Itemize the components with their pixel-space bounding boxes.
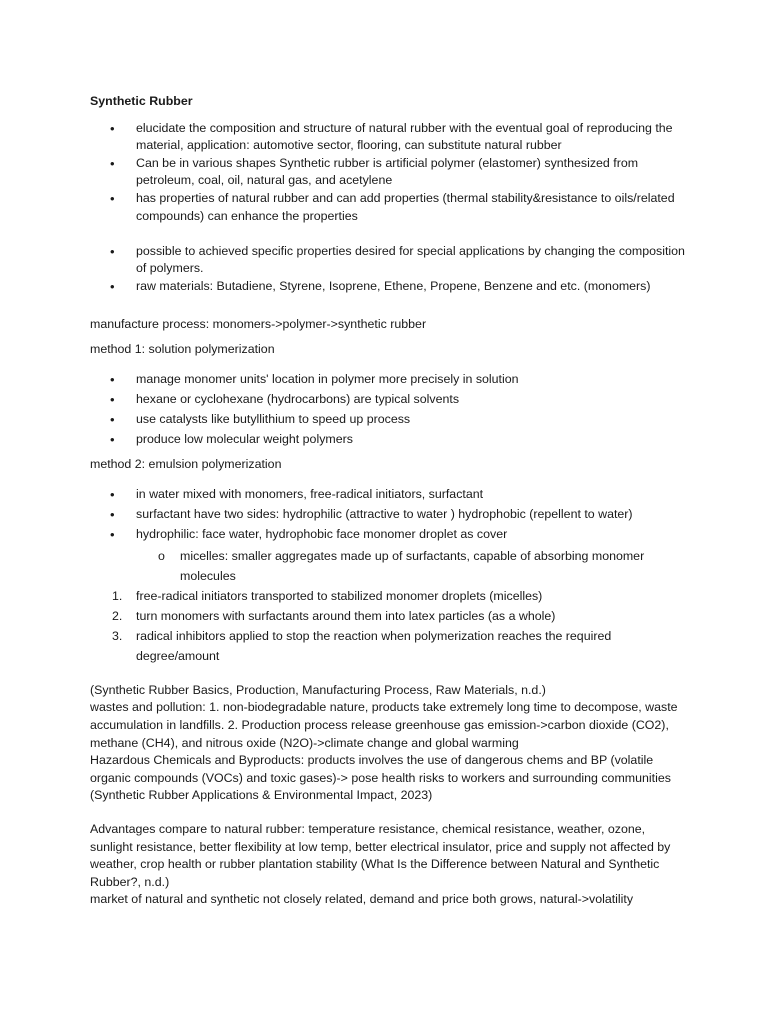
document-title: Synthetic Rubber <box>90 94 193 108</box>
market-text: market of natural and synthetic not closely related, demand and price both grows, natural->volatility <box>90 892 634 907</box>
list-item: • raw materials: Butadiene, Styrene, Isoprene, Ethene, Propene, Benzene and etc. (monomers) <box>90 278 690 296</box>
intro-bullet-list-a <box>90 120 690 226</box>
sub-list-item: o micelles: smaller aggregates made up of surfactants, capable of absorbing monomer molecules <box>90 546 690 586</box>
list-item: • in water mixed with monomers, free-radical initiators, surfactant <box>90 486 690 504</box>
pollution-paragraph <box>90 682 690 805</box>
step-text: radical inhibitors applied to stop the reaction when polymerization reaches the required degree/amount <box>136 628 612 663</box>
method1-bullet-list <box>90 371 690 449</box>
advantages-text: Advantages compare to natural rubber: temperature resistance, chemical resistance, weather, ozone, sunlight resistance, better flexibility at low temp, better electrical insulator, price and supply not affected by weather, crop health or rubber plantation stability (What Is the Difference between Natural and Synthetic Rubber?, n.d.) <box>90 821 671 889</box>
method1-heading: method 1: solution polymerization <box>90 342 275 357</box>
numbered-item <box>90 626 690 666</box>
intro-bullet-list-b <box>90 243 690 296</box>
numbered-item <box>90 586 690 606</box>
step-text: turn monomers with surfactants around them into latex particles (as a whole) <box>136 608 556 623</box>
list-item: • manage monomer units' location in polymer more precisely in solution <box>90 371 690 389</box>
document-body <box>90 93 690 909</box>
list-item: • possible to achieved specific properties desired for special applications by changing the composition of polymers. <box>90 243 690 278</box>
list-item: • use catalysts like butyllithium to speed up process <box>90 411 690 429</box>
list-item: • produce low molecular weight polymers <box>90 431 690 449</box>
wastes-pollution-text: wastes and pollution: 1. non-biodegradable nature, products take extremely long time to decompose, waste accumulation in landfills. 2. Production process release greenhouse gas emission->carbon dioxide (CO2), methane (CH4), and nitrous oxide (N2O)->climate change and global warming <box>90 700 678 750</box>
citation-line: (Synthetic Rubber Basics, Production, Manufacturing Process, Raw Materials, n.d.) <box>90 682 546 697</box>
method2-bullet-list <box>90 486 690 544</box>
method2-sub-bullet-list <box>90 546 690 586</box>
step-text: free-radical initiators transported to stabilized monomer droplets (micelles) <box>136 588 543 603</box>
list-item: • hexane or cyclohexane (hydrocarbons) are typical solvents <box>90 391 690 409</box>
step-number: 1. <box>112 588 123 603</box>
list-item: • Can be in various shapes Synthetic rubber is artificial polymer (elastomer) synthesized from petroleum, coal, oil, natural gas, and acetylene <box>90 155 690 190</box>
method2-steps-list <box>90 586 690 666</box>
step-number: 2. <box>112 608 123 623</box>
hazardous-chemicals-text: Hazardous Chemicals and Byproducts: products involves the use of dangerous chems and BP (volatile organic compounds (VOCs) and toxic gases)-> pose health risks to workers and surrounding communities (Synthetic Rubber Applications & Environmental Impact, 2023) <box>90 753 671 803</box>
method2-heading: method 2: emulsion polymerization <box>90 457 282 472</box>
list-item: • has properties of natural rubber and can add properties (thermal stability&resistance to oils/related compounds) can enhance the properties <box>90 190 690 225</box>
numbered-item <box>90 606 690 626</box>
step-number: 3. <box>112 628 123 643</box>
manufacture-process-line: manufacture process: monomers->polymer->synthetic rubber <box>90 316 427 331</box>
advantages-paragraph <box>90 821 690 909</box>
list-item: • elucidate the composition and structure of natural rubber with the eventual goal of reproducing the material, application: automotive sector, flooring, can substitute natural rubber <box>90 120 690 155</box>
list-item: • surfactant have two sides: hydrophilic (attractive to water ) hydrophobic (repellent to water) <box>90 506 690 524</box>
list-item: • hydrophilic: face water, hydrophobic face monomer droplet as cover <box>90 526 690 544</box>
